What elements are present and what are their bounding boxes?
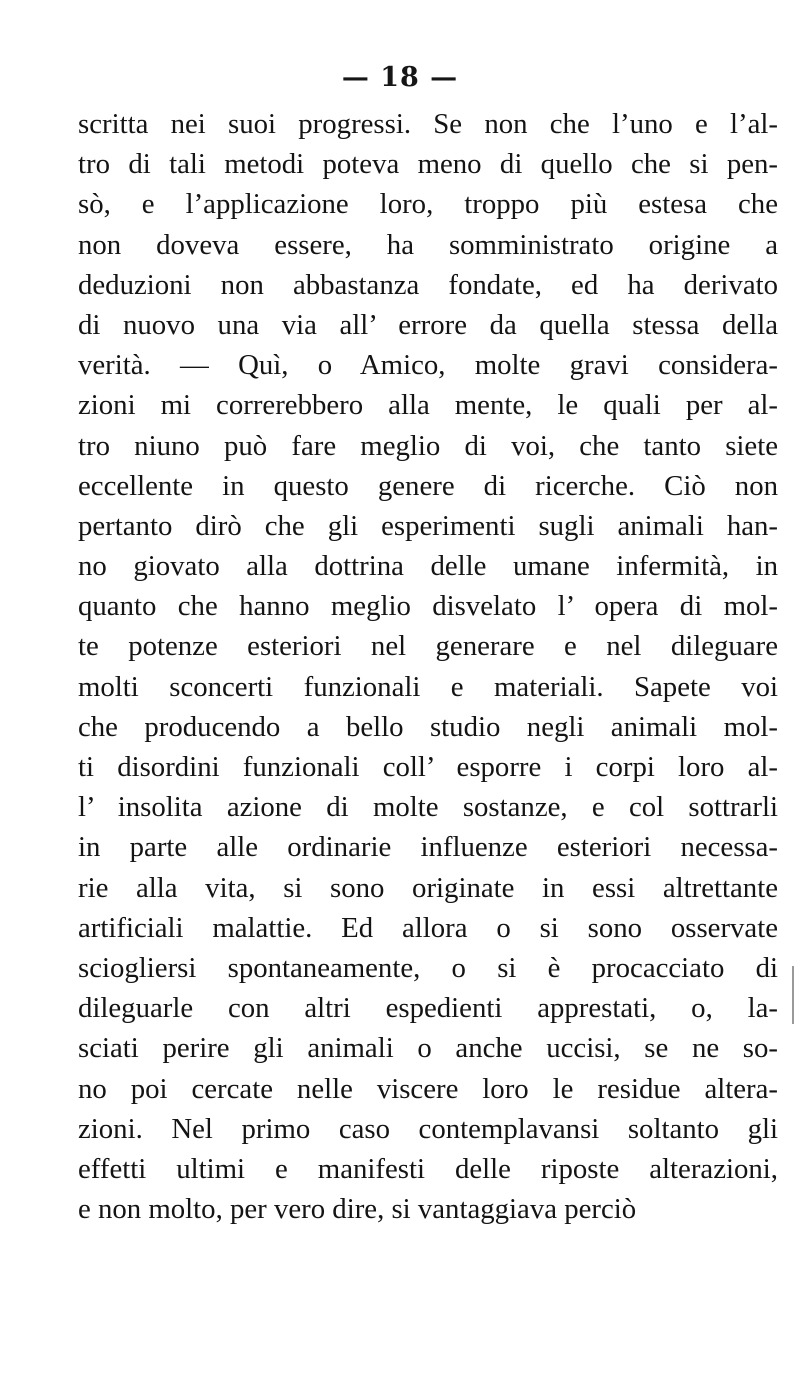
text-line: quanto che hanno meglio disvelato l’ opera di mol-: [78, 590, 778, 623]
text-line: sò, e l’applicazione loro, troppo più estesa che: [78, 188, 778, 221]
text-line: l’ insolita azione di molte sostanze, e col sottrarli: [78, 791, 778, 824]
text-line: rie alla vita, si sono originate in essi altrettante: [78, 871, 778, 904]
text-line: dileguarle con altri espedienti apprestati, o, la-: [78, 992, 778, 1025]
text-line: sciati perire gli animali o anche uccisi, se ne so-: [78, 1032, 778, 1065]
body-text: [78, 104, 778, 1229]
margin-mark: [792, 966, 794, 1024]
text-line: di nuovo una via all’ errore da quella stessa della: [78, 308, 778, 341]
text-line: che producendo a bello studio negli animali mol-: [78, 710, 778, 743]
text-line: verità. — Quì, o Amico, molte gravi considera-: [78, 349, 778, 382]
page-number-header: — 18 —: [341, 62, 459, 93]
text-line: e non molto, per vero dire, si vantaggiava perciò: [78, 1193, 637, 1226]
text-line: deduzioni non abbastanza fondate, ed ha derivato: [78, 268, 778, 301]
text-line: eccellente in questo genere di ricerche. Ciò non: [78, 469, 778, 502]
text-line: no giovato alla dottrina delle umane infermità, in: [78, 550, 778, 583]
text-line: in parte alle ordinarie influenze esteriori necessa-: [78, 831, 778, 864]
text-line: sciogliersi spontaneamente, o si è procacciato di: [78, 951, 778, 984]
text-line: molti sconcerti funzionali e materiali. Sapete voi: [78, 670, 778, 703]
text-line: artificiali malattie. Ed allora o si sono osservate: [78, 911, 778, 944]
text-line: zioni mi correrebbero alla mente, le quali per al-: [78, 389, 778, 422]
text-line: tro di tali metodi poteva meno di quello che si pen-: [78, 148, 778, 181]
text-line: zioni. Nel primo caso contemplavansi soltanto gli: [78, 1112, 778, 1145]
text-line: tro niuno può fare meglio di voi, che tanto siete: [78, 429, 778, 462]
text-line: ti disordini funzionali coll’ esporre i corpi loro al-: [78, 751, 778, 783]
text-line: no poi cercate nelle viscere loro le residue altera-: [78, 1072, 778, 1105]
text-line: te potenze esteriori nel generare e nel dileguare: [78, 630, 778, 663]
text-line: non doveva essere, ha somministrato origine a: [78, 228, 778, 261]
text-line: pertanto dirò che gli esperimenti sugli animali han-: [78, 509, 778, 542]
text-line: scritta nei suoi progressi. Se non che l’uno e l’al-: [78, 108, 778, 140]
text-line: effetti ultimi e manifesti delle riposte alterazioni,: [78, 1152, 778, 1185]
